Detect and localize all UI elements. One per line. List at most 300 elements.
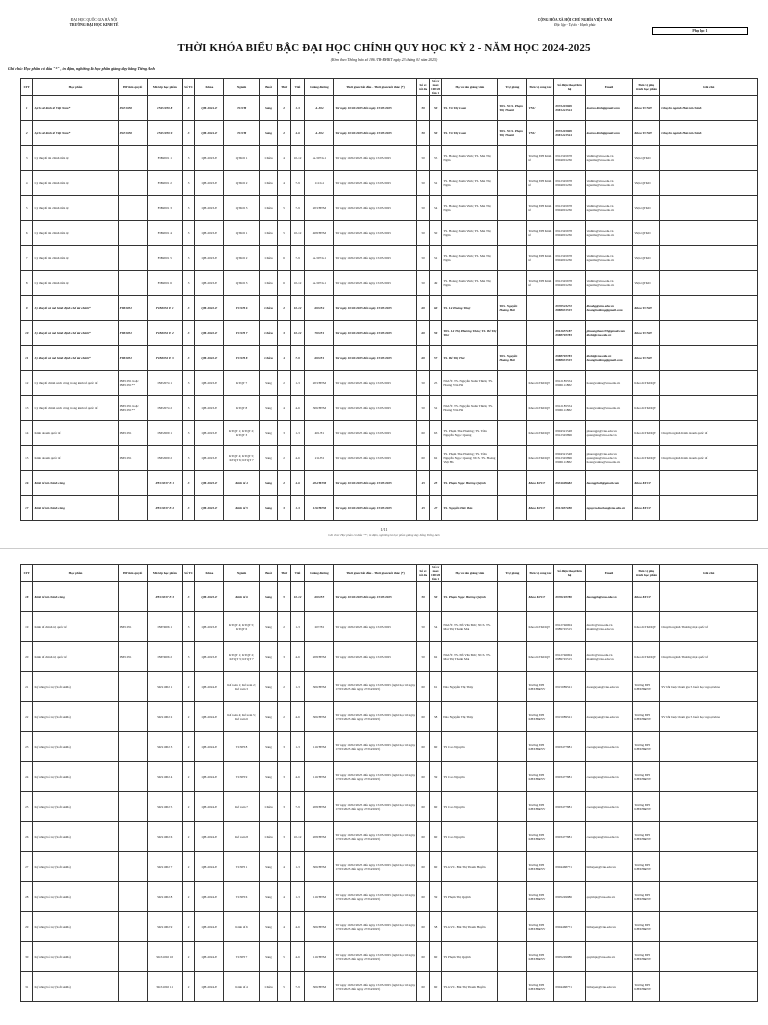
cell-tc: 2 — [182, 762, 194, 792]
cell-email: loanvo.kinh@gmail.com — [585, 121, 633, 146]
cell-email: ducdv@vnu.edu.vn maimtt@vnu.edu.vn — [585, 642, 633, 672]
column-header: Ghi chú — [660, 79, 758, 96]
cell-room: 401/E1 — [305, 421, 334, 446]
cell-course: Lý thuyết tài chính tiền tệ — [33, 246, 118, 271]
cell-nganh: TCNH 7 — [224, 942, 259, 972]
cell-thu: 3 — [278, 792, 290, 822]
cell-notes: Chuyên ngành Hàn tài chính — [660, 96, 758, 121]
cell-stt: 23 — [21, 732, 33, 762]
cell-dv: Trường ĐH Kinh tế — [527, 146, 554, 171]
page-number: 1/11 — [380, 527, 388, 532]
cell-max2: 25 — [429, 471, 441, 496]
table-header-row — [21, 565, 758, 582]
schedule-table-1 — [20, 78, 758, 521]
cell-tiet: 10-12 — [290, 221, 305, 246]
cell-room: 203/HTM — [305, 371, 334, 396]
column-header: Học phần — [33, 79, 118, 96]
table-row — [21, 446, 758, 471]
cell-phone: 0988765783 0888931515 — [554, 346, 585, 371]
cell-thu: 4 — [278, 146, 290, 171]
table-row — [21, 702, 758, 732]
cell-khoa: QH-2023-E — [195, 271, 224, 296]
cell-thu: 2 — [278, 702, 290, 732]
cell-unit: Khoa KTCT — [633, 496, 660, 521]
cell-prereq — [118, 792, 147, 822]
column-header: Giảng đường — [305, 565, 334, 582]
cell-buoi: Chiều — [259, 171, 278, 196]
column-header: Ghi chú — [660, 565, 758, 582]
cell-course: Kinh tế tài chính công — [33, 471, 118, 496]
cell-course: Kinh tế chính trị quốc tế — [33, 642, 118, 672]
cell-max: 50 — [417, 271, 429, 296]
cell-tc: 3 — [182, 346, 194, 371]
cell-khoa: QH-2024-E — [195, 912, 224, 942]
cell-tiet: 4-6 — [290, 642, 305, 672]
cell-buoi: Sáng — [259, 642, 278, 672]
cell-buoi: Sáng — [259, 96, 278, 121]
cell-tc: 3 — [182, 196, 194, 221]
cell-course: Kinh tế tài chính công — [33, 582, 118, 612]
cell-time: Từ ngày 10/02/2025 đến ngày 15/05/2025 — [334, 446, 417, 471]
cell-tc: 2 — [182, 792, 194, 822]
cell-tc: 3 — [182, 582, 194, 612]
cell-max: 50 — [417, 246, 429, 271]
cell-max: 50 — [417, 612, 429, 642]
cell-phone: 0976543272 0888931515 — [554, 296, 585, 321]
cell-course: Lịch sử kinh tế Việt Nam* — [33, 96, 118, 121]
cell-tc: 2 — [182, 702, 194, 732]
cell-nganh: TCNH — [224, 121, 259, 146]
cell-max2: 50 — [429, 96, 441, 121]
cell-nganh: KTQT 7 — [224, 371, 259, 396]
cell-time: Từ ngày 10/02/2025 đến ngày 15/05/2025 — [334, 612, 417, 642]
column-header: Mã lớp học phần — [147, 565, 182, 582]
cell-stt: 17 — [21, 496, 33, 521]
cell-tg — [498, 792, 527, 822]
cell-tiet: 4-6 — [290, 471, 305, 496]
cell-buoi: Sáng — [259, 582, 278, 612]
cell-stt: 12 — [21, 371, 33, 396]
cell-code: INE1050 8 — [147, 96, 182, 121]
cell-thu: 5 — [278, 942, 290, 972]
cell-khoa: QH-2024-E — [195, 762, 224, 792]
cell-tc: 2 — [182, 882, 194, 912]
cell-thu: 4 — [278, 346, 290, 371]
cell-max2: 60 — [429, 792, 441, 822]
cell-dv: Khoa KTKDQT — [527, 421, 554, 446]
cell-nganh: Kế toán 7 — [224, 792, 259, 822]
cell-prereq — [118, 171, 147, 196]
cell-time: Từ ngày 10/02/2025 đến ngày 15/05/2025 — [334, 582, 417, 612]
cell-khoa: QH-2022-E — [195, 321, 224, 346]
cell-email: phuongpt@vnu.edu.vn quangtnn@vnu.edu.vn hoangvanha@vnu.edu.vn — [585, 446, 633, 471]
cell-stt: 21 — [21, 672, 33, 702]
cell-tg — [498, 732, 527, 762]
cell-khoa: QH-2023-E — [195, 171, 224, 196]
cell-unit: Trường ĐH KHXH&NV — [633, 882, 660, 912]
cell-tg — [498, 912, 527, 942]
cell-phone: 0904468771 — [554, 972, 585, 1002]
schedule-page-2 — [0, 548, 768, 1025]
cell-notes: Chuyên ngành Thương mại quốc tế — [660, 642, 758, 672]
cell-room: 110/HTM — [305, 942, 334, 972]
cell-phone: 0904468771 — [554, 912, 585, 942]
cell-tg: ThS. NCS. Phạm Thị Thanh — [498, 121, 527, 146]
cell-code: INE3006 2 — [147, 642, 182, 672]
cell-khoa: QH-2024-E — [195, 732, 224, 762]
cell-khoa: QH-2023-E — [195, 221, 224, 246]
cell-course: Lý thuyết tài chính tiền tệ — [33, 271, 118, 296]
cell-email: huongph@vnu.edu.vn — [585, 582, 633, 612]
cell-stt: 1 — [21, 96, 33, 121]
cell-phone: 0903477881 — [554, 732, 585, 762]
cell-time: Từ ngày 10/02/2025 đến ngày 15/05/2025 (nghỉ học từ ngày 17/03/2025 đến ngày 27/04/2025) — [334, 672, 417, 702]
cell-notes — [660, 346, 758, 371]
cell-dv: Trường ĐH KHXH&NV — [527, 762, 554, 792]
cell-max2: 52 — [429, 246, 441, 271]
cell-tc: 2 — [182, 732, 194, 762]
cell-unit: Trường ĐH KHXH&NV — [633, 942, 660, 972]
cell-code: FIB2001 3 — [147, 196, 182, 221]
cell-email: nguyen.ducbao@vnu.edu.vn — [585, 496, 633, 521]
cell-khoa: QH-2024-E — [195, 942, 224, 972]
cell-dv: Khoa KTKDQT — [527, 612, 554, 642]
column-header: Số điện thoại liên hệ — [554, 565, 585, 582]
cell-code: FIB3052 E 1 — [147, 296, 182, 321]
cell-phone: 0915089521 — [554, 672, 585, 702]
cell-course: Kỹ năng bổ trợ (Soft skills) — [33, 942, 118, 972]
cell-thu: 4 — [278, 396, 290, 421]
cell-code: SKS1002 6 — [147, 822, 182, 852]
cell-code: SKS1002 8 — [147, 882, 182, 912]
cell-tiet: 4-6 — [290, 396, 305, 421]
cell-max2: 58 — [429, 702, 441, 732]
cell-tc: 3 — [182, 471, 194, 496]
cell-thu: 2 — [278, 471, 290, 496]
cell-prereq — [118, 271, 147, 296]
cell-max2: 52 — [429, 171, 441, 196]
cell-room: 603/E4 — [305, 296, 334, 321]
cell-dv: Trường ĐH KHXH&NV — [527, 672, 554, 702]
cell-room: A-307/G1 — [305, 246, 334, 271]
cell-stt: 26 — [21, 822, 33, 852]
cell-time: Từ ngày 10/02/2025 đến ngày 15/05/2025 — [334, 96, 417, 121]
cell-khoa: QH-2024-E — [195, 972, 224, 1002]
cell-course: Lý thuyết chính sách công trong kinh tế quốc tế — [33, 371, 118, 396]
cell-stt: 30 — [21, 942, 33, 972]
cell-tiet: 10-12 — [290, 321, 305, 346]
column-header: Họ và tên giảng viên — [442, 79, 498, 96]
cell-gv: TS. Nguyễn Đức Bảo — [442, 496, 498, 521]
cell-phone: 0915089521 — [554, 702, 585, 732]
cell-phone: 0912345678 0904001236 — [554, 171, 585, 196]
cell-course: Lịch sử kinh tế Việt Nam* — [33, 121, 118, 146]
cell-stt: 15 — [21, 446, 33, 471]
cell-nganh: Kế toán 4; Kế toán 5; Kế toán 6 — [224, 702, 259, 732]
cell-email: btthuyen@vnu.edu.vn — [585, 972, 633, 1002]
cell-thu: 2 — [278, 446, 290, 471]
column-header: Đơn vị công tác — [527, 79, 554, 96]
cell-gv: TS.GVC. Bùi Thị Thanh Huyền — [442, 912, 498, 942]
cell-notes: Chuyên ngành Kinh doanh quốc tế — [660, 446, 758, 471]
cell-stt: 20 — [21, 642, 33, 672]
cell-tg — [498, 321, 527, 346]
cell-khoa: QH-2024-E — [195, 792, 224, 822]
cell-max: 60 — [417, 296, 429, 321]
cell-email: vinhhx@vnu.edu.vn nganmt@vnu.edu.vn — [585, 246, 633, 271]
cell-max: 60 — [417, 942, 429, 972]
cell-notes — [660, 882, 758, 912]
column-header: Số sv tối đa — [417, 565, 429, 582]
cell-code: INE3006 1 — [147, 612, 182, 642]
page-title: THỜI KHÓA BIỂU BẬC ĐẠI HỌC CHÍNH QUY HỌC KỲ 2 - NĂM HỌC 2024-2025 — [177, 42, 591, 54]
cell-room: 110/HTM — [305, 496, 334, 521]
table-row — [21, 396, 758, 421]
cell-max2: 25 — [429, 371, 441, 396]
cell-room: 204/HTM — [305, 471, 334, 496]
cell-gv: NGƯT. TS. Nguyễn Xuân Thiên; TS. Hoàng Văn Hà — [442, 371, 498, 396]
column-header: Số sv max 100/20 lần 1 — [431, 79, 441, 95]
cell-max: 50 — [417, 121, 429, 146]
cell-max2: 50 — [429, 582, 441, 612]
cell-tc: 3 — [182, 146, 194, 171]
nation-line-1: CỘNG HÒA XÃ HỘI CHỦ NGHĨA VIỆT NAM — [537, 18, 613, 22]
table-row — [21, 792, 758, 822]
cell-gv: TS. Hoàng Xuân Vinh; TS. Mai Thị Ngân — [442, 221, 498, 246]
page-footnote: Ghi chú: Học phần có dấu "*", in đậm, nghiêng là học phần giảng dạy bằng Tiếng Anh — [328, 533, 440, 537]
cell-gv: TS. Võ Thị Loan — [442, 96, 498, 121]
cell-code: FIB2001 4 — [147, 221, 182, 246]
cell-nganh: Kinh tế 4 — [224, 972, 259, 1002]
cell-code: PEC3037 E 3 — [147, 582, 182, 612]
cell-unit: Viện QTKD — [633, 221, 660, 246]
cell-unit: Khoa KTKDQT — [633, 612, 660, 642]
cell-tiet: 1-3 — [290, 732, 305, 762]
cell-dv: Trường ĐH Kinh tế — [527, 271, 554, 296]
cell-max2: 61 — [429, 672, 441, 702]
cell-course: Kinh doanh quốc tế — [33, 446, 118, 471]
cell-max: 50 — [417, 171, 429, 196]
column-header: Số điện thoại liên hệ — [554, 79, 585, 96]
column-header: Ngành — [224, 565, 259, 582]
page-subtitle: (Kèm theo Thông báo số 186 /TB-ĐHKT ngày 23 tháng 01 năm 2025) — [330, 58, 438, 62]
cell-max: 50 — [417, 371, 429, 396]
table-row — [21, 121, 758, 146]
cell-phone: 0912657187 0988765783 — [554, 321, 585, 346]
cell-prereq: INE1051 — [118, 612, 147, 642]
cell-khoa: QH-2022-E — [195, 346, 224, 371]
cell-time: Từ ngày 10/02/2025 đến ngày 15/05/2025 — [334, 246, 417, 271]
cell-time: Từ ngày 10/02/2025 đến ngày 15/05/2025 (nghỉ học từ ngày 17/03/2025 đến ngày 27/04/2025) — [334, 702, 417, 732]
cell-gv: TS Cao Nguyên — [442, 762, 498, 792]
cell-prereq: INE1050 — [118, 121, 147, 146]
cell-tg — [498, 196, 527, 221]
column-header: Học phần — [33, 565, 118, 582]
cell-stt: 5 — [21, 196, 33, 221]
cell-tg — [498, 271, 527, 296]
cell-time: Từ ngày 10/02/2025 đến ngày 15/05/2025 (nghỉ học từ ngày 17/03/2025 đến ngày 27/04/2025) — [334, 942, 417, 972]
cell-nganh: KTQT 4; KTQT 5; KTQT 6 — [224, 612, 259, 642]
cell-email: loanvo.kinh@gmail.com — [585, 96, 633, 121]
cell-email: hoangvanha@vnu.edu.vn — [585, 396, 633, 421]
cell-max: 60 — [417, 882, 429, 912]
cell-unit: Khoa KTKDQT — [633, 642, 660, 672]
nation-line-2: Độc lập - Tự do - Hạnh phúc — [554, 23, 596, 27]
cell-max2: 60 — [429, 296, 441, 321]
cell-stt: 19 — [21, 612, 33, 642]
table-row — [21, 672, 758, 702]
cell-buoi: Sáng — [259, 471, 278, 496]
cell-max: 50 — [417, 642, 429, 672]
cell-gv: NGƯT. TS. Nguyễn Xuân Thiên; TS. Hoàng Văn Hà — [442, 396, 498, 421]
cell-tiet: 1-3 — [290, 96, 305, 121]
cell-prereq: INE1050 — [118, 96, 147, 121]
cell-unit: Viện QTKD — [633, 196, 660, 221]
column-header: Thời gian bắt đầu - Thời gian kết thúc (*) — [334, 79, 417, 96]
cell-max: 60 — [417, 732, 429, 762]
cell-tiet: 4-6 — [290, 446, 305, 471]
cell-dv: Khoa KTKDQT — [527, 446, 554, 471]
cell-tg — [498, 221, 527, 246]
cell-max2: 50 — [429, 121, 441, 146]
cell-stt: 13 — [21, 396, 33, 421]
cell-max: 60 — [417, 852, 429, 882]
cell-prereq — [118, 942, 147, 972]
cell-unit: Viện QTKD — [633, 171, 660, 196]
cell-dv: Trường ĐH KHXH&NV — [527, 852, 554, 882]
cell-stt: 4 — [21, 171, 33, 196]
cell-buoi: Sáng — [259, 882, 278, 912]
cell-tiet: 10-12 — [290, 296, 305, 321]
cell-code: SKS1002 10 — [147, 942, 182, 972]
cell-unit: Trường ĐH KHXH&NV — [633, 672, 660, 702]
cell-max: 60 — [417, 672, 429, 702]
cell-max: 60 — [417, 446, 429, 471]
cell-dv: Khoa KTKDQT — [527, 396, 554, 421]
cell-buoi: Sáng — [259, 912, 278, 942]
column-header: Thời gian bắt đầu - Thời gian kết thúc (*) — [334, 565, 417, 582]
cell-phone: 0912746004 0989745515 — [554, 612, 585, 642]
cell-stt: 28 — [21, 882, 33, 912]
column-header: Buổi — [259, 79, 278, 96]
cell-code: SKS1002 5 — [147, 792, 182, 822]
english-course-note: Ghi chú: Học phần có dấu "*" , in đậm, nghiêng là học phần giảng dạy bằng Tiếng Anh — [8, 66, 155, 71]
cell-buoi: Chiều — [259, 346, 278, 371]
cell-phone: 0912345678 0904001236 — [554, 146, 585, 171]
cell-room: 208/HTM — [305, 822, 334, 852]
cell-buoi: Chiều — [259, 822, 278, 852]
cell-room: 408/HTM — [305, 221, 334, 246]
cell-buoi: Sáng — [259, 942, 278, 972]
table-row — [21, 321, 758, 346]
column-header: Tiết — [290, 565, 305, 582]
cell-time: Từ ngày 10/02/2025 đến ngày 15/05/2025 — [334, 642, 417, 672]
cell-gv: TS. Hoàng Xuân Vinh; TS. Mai Thị Ngân — [442, 171, 498, 196]
cell-tiet: 1-3 — [290, 371, 305, 396]
column-header: Đơn vị phụ trách học phần — [633, 79, 660, 96]
cell-email: quynhpt@vnu.edu.vn — [585, 882, 633, 912]
column-header: Trợ giảng — [498, 565, 527, 582]
column-header: Khóa — [195, 79, 224, 96]
cell-gv: NGƯT. TS. Đỗ Văn Đức; NCS. TS. Mai Thị Thanh Mai — [442, 642, 498, 672]
cell-tg — [498, 972, 527, 1002]
cell-dv: VNU — [527, 121, 554, 146]
cell-unit: Khoa TCNH — [633, 321, 660, 346]
cell-nganh: QTKD 3 — [224, 271, 259, 296]
cell-khoa: QH-2024-E — [195, 672, 224, 702]
cell-khoa: QH-2023-E — [195, 421, 224, 446]
cell-prereq: INE1051 hoặc INE1051** — [118, 371, 147, 396]
table-row — [21, 642, 758, 672]
cell-email: btthuyen@vnu.edu.vn — [585, 912, 633, 942]
table-row — [21, 271, 758, 296]
cell-max: 45 — [417, 471, 429, 496]
cell-nganh: Kinh tế 6 — [224, 912, 259, 942]
column-header: Số sv max 100/20 lần 1 — [431, 565, 441, 581]
cell-tiet: 7-9 — [290, 171, 305, 196]
cell-email: daonguyen@vnu.edu.vn — [585, 702, 633, 732]
cell-max2: 62 — [429, 446, 441, 471]
cell-time: Từ ngày 10/02/2025 đến ngày 15/05/2025 — [334, 221, 417, 246]
cell-nganh: TCNH 7 — [224, 321, 259, 346]
cell-course: Kỹ năng bổ trợ (Soft skills) — [33, 822, 118, 852]
cell-gv: TS. Võ Thị Loan — [442, 121, 498, 146]
table-row — [21, 762, 758, 792]
cell-stt: 24 — [21, 762, 33, 792]
cell-time: Từ ngày 10/02/2025 đến ngày 15/05/2025 — [334, 296, 417, 321]
cell-stt: 2 — [21, 121, 33, 146]
cell-unit: Viện QTKD — [633, 271, 660, 296]
cell-course: Kinh tế tài chính công — [33, 496, 118, 521]
cell-prereq — [118, 882, 147, 912]
cell-nganh: KTQT 1; KTQT 2; KTQT 3; KTQT 7 — [224, 642, 259, 672]
cell-email: quynhpt@vnu.edu.vn — [585, 942, 633, 972]
cell-tg — [498, 612, 527, 642]
cell-dv — [527, 321, 554, 346]
cell-tg — [498, 672, 527, 702]
cell-tc: 3 — [182, 96, 194, 121]
cell-thu: 5 — [278, 582, 290, 612]
column-header: HP tiên quyết — [118, 79, 147, 96]
cell-email: lhoahg@vnu.edu.vn hoanghailong@gmail.com — [585, 296, 633, 321]
cell-email: vinhhx@vnu.edu.vn nganmt@vnu.edu.vn — [585, 171, 633, 196]
cell-max: 60 — [417, 792, 429, 822]
cell-time: Từ ngày 10/02/2025 đến ngày 15/05/2025 — [334, 196, 417, 221]
cell-khoa: QH-2024-E — [195, 822, 224, 852]
cell-email: caonguyen@vnu.edu.vn — [585, 762, 633, 792]
cell-dv: Khoa KTKDQT — [527, 371, 554, 396]
cell-tiet: 10-12 — [290, 146, 305, 171]
cell-tiet: 1-3 — [290, 421, 305, 446]
cell-unit: Khoa TCNH — [633, 121, 660, 146]
cell-tg — [498, 371, 527, 396]
cell-tc: 3 — [182, 296, 194, 321]
cell-buoi: Sáng — [259, 732, 278, 762]
cell-unit: Trường ĐH KHXH&NV — [633, 852, 660, 882]
cell-tc: 3 — [182, 612, 194, 642]
cell-thu: 5 — [278, 972, 290, 1002]
cell-dv: Trường ĐH KHXH&NV — [527, 882, 554, 912]
table-row — [21, 582, 758, 612]
cell-tc: 3 — [182, 496, 194, 521]
column-header: Đơn vị công tác — [527, 565, 554, 582]
cell-dv: Trường ĐH KHXH&NV — [527, 912, 554, 942]
cell-notes — [660, 271, 758, 296]
cell-notes — [660, 396, 758, 421]
cell-stt: 3 — [21, 146, 33, 171]
cell-prereq: INE1051 — [118, 642, 147, 672]
cell-room: A-304 — [305, 121, 334, 146]
